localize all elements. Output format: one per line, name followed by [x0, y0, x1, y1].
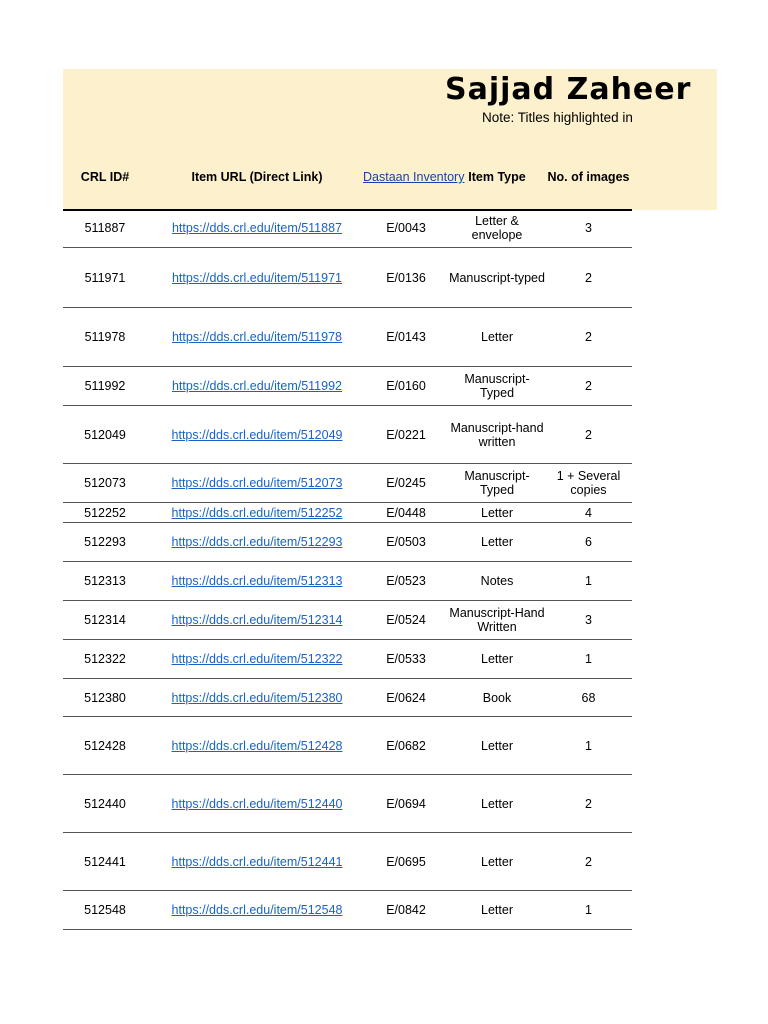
column-header-item-type: Item Type — [468, 170, 526, 184]
image-count-cell: 2 — [585, 330, 592, 344]
note-area — [63, 108, 632, 132]
item-url-link[interactable]: https://dds.crl.edu/item/512428 — [171, 738, 343, 753]
table-row — [63, 775, 632, 833]
image-count-cell: 68 — [581, 690, 596, 705]
inventory-cell: E/0136 — [386, 270, 426, 285]
table-row — [63, 464, 632, 503]
crl-id-cell: 511887 — [84, 221, 126, 235]
inventory-cell: E/0624 — [386, 690, 426, 705]
table-row — [63, 248, 632, 308]
crl-id-cell: 512314 — [84, 613, 126, 627]
table-row — [63, 562, 632, 601]
table-row — [63, 679, 632, 717]
item-url-link[interactable]: https://dds.crl.edu/item/512322 — [171, 652, 343, 666]
item-type-cell: Manuscript-Typed — [464, 469, 530, 497]
crl-id-cell: 512313 — [84, 574, 126, 588]
item-url-link[interactable]: https://dds.crl.edu/item/512049 — [171, 427, 343, 442]
item-type-cell: Letter — [481, 854, 513, 869]
inventory-cell: E/0523 — [386, 574, 426, 588]
item-url-link[interactable]: https://dds.crl.edu/item/512441 — [171, 854, 343, 869]
crl-id-cell: 511978 — [84, 330, 126, 344]
inventory-cell: E/0448 — [386, 505, 426, 520]
inventory-cell: E/0524 — [386, 613, 426, 627]
table-row — [63, 601, 632, 640]
table-row — [63, 833, 632, 891]
header-note: Note: Titles highlighted in — [482, 110, 633, 125]
crl-id-cell: 512252 — [84, 505, 126, 520]
inventory-cell: E/0221 — [386, 427, 426, 442]
image-count-cell: 2 — [585, 270, 592, 285]
column-header-item-url: Item URL (Direct Link) — [191, 170, 323, 184]
item-url-link[interactable]: https://dds.crl.edu/item/512380 — [171, 690, 343, 705]
image-count-cell: 2 — [585, 796, 592, 811]
crl-id-cell: 512380 — [84, 690, 126, 705]
image-count-cell: 2 — [585, 379, 592, 393]
crl-id-cell: 512322 — [84, 652, 126, 666]
inventory-cell: E/0503 — [386, 535, 426, 549]
item-url-link[interactable]: https://dds.crl.edu/item/512314 — [171, 613, 343, 627]
item-url-link[interactable]: https://dds.crl.edu/item/512252 — [171, 505, 343, 520]
inventory-cell: E/0695 — [386, 854, 426, 869]
image-count-cell: 3 — [585, 613, 592, 627]
table-row — [63, 523, 632, 562]
item-url-link[interactable]: https://dds.crl.edu/item/511978 — [171, 330, 342, 344]
item-type-cell: Letter & envelope — [471, 214, 523, 242]
table-row — [63, 406, 632, 464]
inventory-cell: E/0043 — [386, 221, 426, 235]
inventory-cell: E/0245 — [386, 476, 426, 490]
crl-id-cell: 511971 — [84, 270, 126, 285]
inventory-cell: E/0533 — [386, 652, 426, 666]
item-url-link[interactable]: https://dds.crl.edu/item/511971 — [171, 270, 342, 285]
image-count-cell: 6 — [585, 535, 592, 549]
item-type-cell: Manuscript-typed — [449, 270, 545, 285]
column-header-inventory-link[interactable]: Dastaan Inventory — [363, 170, 465, 184]
item-url-link[interactable]: https://dds.crl.edu/item/512073 — [171, 476, 343, 490]
column-header-crl-id: CRL ID# — [80, 170, 130, 184]
item-type-cell: Letter — [481, 535, 513, 549]
column-header-images: No. of images — [547, 170, 630, 184]
crl-id-cell: 512428 — [84, 738, 126, 753]
inventory-cell: E/0160 — [386, 379, 426, 393]
inventory-cell: E/0143 — [386, 330, 426, 344]
item-url-link[interactable]: https://dds.crl.edu/item/512548 — [171, 903, 343, 917]
image-count-cell: 2 — [585, 854, 592, 869]
crl-id-cell: 512049 — [84, 427, 126, 442]
table-row — [63, 308, 632, 367]
table-row — [63, 367, 632, 406]
image-count-cell: 1 — [585, 574, 592, 588]
item-url-link[interactable]: https://dds.crl.edu/item/512313 — [171, 574, 343, 588]
image-count-cell: 1 — [585, 903, 592, 917]
crl-id-cell: 511992 — [84, 379, 126, 393]
item-type-cell: Letter — [481, 738, 513, 753]
image-count-cell: 4 — [585, 505, 592, 520]
table-row — [63, 640, 632, 679]
item-url-link[interactable]: https://dds.crl.edu/item/511887 — [171, 221, 342, 235]
image-count-cell: 1 — [585, 738, 592, 753]
image-count-cell: 1 + Several copies — [556, 469, 621, 497]
inventory-cell: E/0682 — [386, 738, 426, 753]
table-row — [63, 209, 632, 248]
table-row — [63, 717, 632, 775]
inventory-cell: E/0842 — [386, 903, 426, 917]
item-url-link[interactable]: https://dds.crl.edu/item/512440 — [171, 796, 343, 811]
crl-id-cell: 512441 — [84, 854, 126, 869]
item-type-cell: Letter — [481, 796, 513, 811]
item-type-cell: Manuscript-hand written — [450, 420, 544, 449]
item-url-link[interactable]: https://dds.crl.edu/item/511992 — [171, 379, 342, 393]
crl-id-cell: 512548 — [84, 903, 126, 917]
table-row — [63, 503, 632, 523]
item-type-cell: Book — [482, 690, 512, 705]
inventory-cell: E/0694 — [386, 796, 426, 811]
item-type-cell: Letter — [481, 330, 513, 344]
item-type-cell: Letter — [481, 903, 513, 917]
item-type-cell: Manuscript-Typed — [464, 372, 530, 400]
crl-id-cell: 512440 — [84, 796, 126, 811]
item-type-cell: Notes — [480, 574, 514, 588]
image-count-cell: 3 — [585, 221, 592, 235]
table-row — [63, 891, 632, 930]
item-type-cell: Letter — [481, 505, 513, 520]
items-table — [63, 209, 632, 934]
page-title: Sajjad Zaheer — [445, 72, 692, 107]
item-url-link[interactable]: https://dds.crl.edu/item/512293 — [171, 535, 343, 549]
image-count-cell: 2 — [585, 427, 592, 442]
crl-id-cell: 512073 — [84, 476, 126, 490]
crl-id-cell: 512293 — [84, 535, 126, 549]
item-type-cell: Manuscript-Hand Written — [449, 606, 545, 634]
image-count-cell: 1 — [585, 652, 592, 666]
item-type-cell: Letter — [481, 652, 513, 666]
